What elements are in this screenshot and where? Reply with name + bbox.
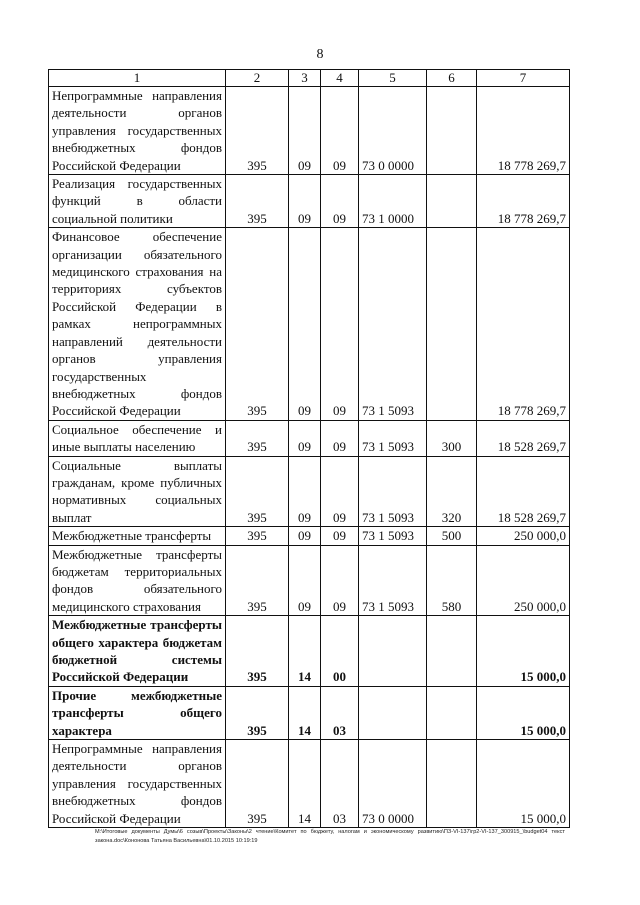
column-number: 2	[226, 70, 289, 87]
amount-value: 18 528 269,7	[477, 456, 570, 527]
table-body	[49, 87, 570, 828]
amount-value: 18 778 269,7	[477, 228, 570, 420]
table-row	[49, 545, 570, 616]
ministry-code: 395	[226, 175, 289, 228]
subsection-code: 09	[321, 456, 359, 527]
target-article-code	[359, 686, 427, 739]
amount-value: 18 778 269,7	[477, 175, 570, 228]
ministry-code: 395	[226, 228, 289, 420]
subsection-code: 09	[321, 420, 359, 456]
column-number: 7	[477, 70, 570, 87]
ministry-code: 395	[226, 420, 289, 456]
expense-type-code: 580	[427, 545, 477, 616]
table-row	[49, 420, 570, 456]
ministry-code: 395	[226, 740, 289, 828]
amount-value: 15 000,0	[477, 740, 570, 828]
table-row	[49, 175, 570, 228]
subsection-code: 03	[321, 740, 359, 828]
amount-value: 250 000,0	[477, 545, 570, 616]
expense-type-code	[427, 87, 477, 175]
target-article-code: 73 1 5093	[359, 228, 427, 420]
column-number: 6	[427, 70, 477, 87]
table-row	[49, 527, 570, 545]
amount-value: 15 000,0	[477, 616, 570, 687]
expense-type-code	[427, 740, 477, 828]
line-item-name: Финансовое обеспечение организации обязательного медицинского страхования на территориях субъектов Российской Федерации в рамках непрограммных направлений деятельности органов управления государственных внебюджетных фондов Российской Федерации	[49, 228, 226, 420]
target-article-code: 73 1 5093	[359, 527, 427, 545]
ministry-code: 395	[226, 527, 289, 545]
amount-value: 15 000,0	[477, 686, 570, 739]
table-row	[49, 686, 570, 739]
subsection-code: 09	[321, 545, 359, 616]
table-row	[49, 616, 570, 687]
section-code: 09	[289, 420, 321, 456]
line-item-name: Межбюджетные трансферты	[49, 527, 226, 545]
expense-type-code: 320	[427, 456, 477, 527]
target-article-code: 73 0 0000	[359, 740, 427, 828]
expense-type-code	[427, 686, 477, 739]
subsection-code: 03	[321, 686, 359, 739]
column-number: 1	[49, 70, 226, 87]
expense-type-code: 500	[427, 527, 477, 545]
page-number: 8	[316, 47, 324, 62]
ministry-code: 395	[226, 686, 289, 739]
table-row	[49, 87, 570, 175]
section-code: 14	[289, 740, 321, 828]
table-row	[49, 740, 570, 828]
section-code: 09	[289, 87, 321, 175]
expense-type-code: 300	[427, 420, 477, 456]
subsection-code: 09	[321, 87, 359, 175]
line-item-name: Реализация государственных функций в области социальной политики	[49, 175, 226, 228]
column-number: 4	[321, 70, 359, 87]
line-item-name: Межбюджетные трансферты общего характера бюджетам бюджетной системы Российской Федерации	[49, 616, 226, 687]
column-number: 5	[359, 70, 427, 87]
expense-type-code	[427, 228, 477, 420]
subsection-code: 00	[321, 616, 359, 687]
section-code: 14	[289, 616, 321, 687]
section-code: 09	[289, 545, 321, 616]
section-code: 14	[289, 686, 321, 739]
section-code: 09	[289, 228, 321, 420]
document-path-footer: M:\Итоговые документы Думы\6 созыв\Проекты\Законы\2 чтение\Комитет по бюджету, налогам и экономическому развитию\ПЗ-VI-137\гр2-VI-137_300915_\budget04 текст закона.doc\Кононова Татьяна Васильевна\01.10.2015 10:19:19	[95, 829, 565, 844]
line-item-name: Социальные выплаты гражданам, кроме публичных нормативных социальных выплат	[49, 456, 226, 527]
table-row	[49, 456, 570, 527]
subsection-code: 09	[321, 527, 359, 545]
section-code: 09	[289, 175, 321, 228]
subsection-code: 09	[321, 175, 359, 228]
expense-type-code	[427, 616, 477, 687]
subsection-code: 09	[321, 228, 359, 420]
section-code: 09	[289, 527, 321, 545]
line-item-name: Непрограммные направления деятельности органов управления государственных внебюджетных фондов Российской Федерации	[49, 740, 226, 828]
line-item-name: Непрограммные направления деятельности органов управления государственных внебюджетных фондов Российской Федерации	[49, 87, 226, 175]
budget-table	[48, 69, 570, 828]
line-item-name: Межбюджетные трансферты бюджетам территориальных фондов обязательного медицинского страхования	[49, 545, 226, 616]
expense-type-code	[427, 175, 477, 228]
amount-value: 18 528 269,7	[477, 420, 570, 456]
target-article-code: 73 1 5093	[359, 545, 427, 616]
section-code: 09	[289, 456, 321, 527]
ministry-code: 395	[226, 456, 289, 527]
line-item-name: Прочие межбюджетные трансферты общего характера	[49, 686, 226, 739]
target-article-code: 73 1 5093	[359, 456, 427, 527]
amount-value: 250 000,0	[477, 527, 570, 545]
ministry-code: 395	[226, 87, 289, 175]
target-article-code: 73 1 5093	[359, 420, 427, 456]
ministry-code: 395	[226, 616, 289, 687]
table-row	[49, 228, 570, 420]
target-article-code: 73 0 0000	[359, 87, 427, 175]
amount-value: 18 778 269,7	[477, 87, 570, 175]
column-number: 3	[289, 70, 321, 87]
target-article-code: 73 1 0000	[359, 175, 427, 228]
column-number-row	[49, 70, 570, 87]
line-item-name: Социальное обеспечение и иные выплаты населению	[49, 420, 226, 456]
target-article-code	[359, 616, 427, 687]
ministry-code: 395	[226, 545, 289, 616]
